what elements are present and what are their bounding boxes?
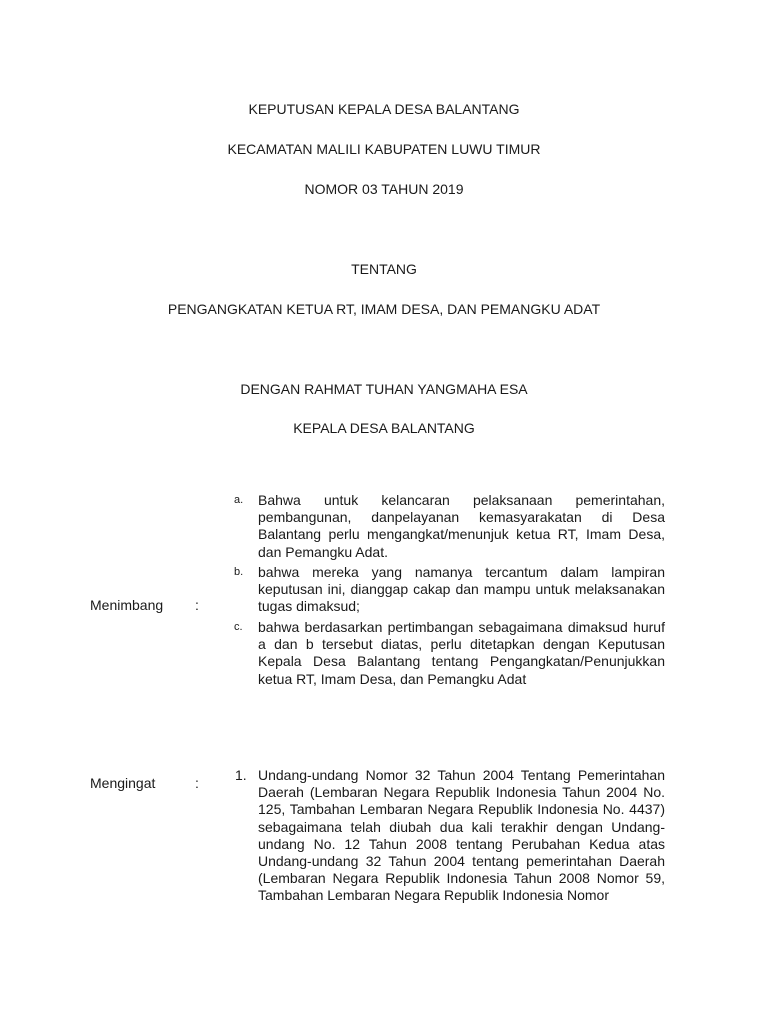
- decree-invocation: DENGAN RAHMAT TUHAN YANGMAHA ESA: [240, 381, 528, 397]
- menimbang-item-marker: b.: [234, 566, 244, 578]
- menimbang-item-text: Bahwa untuk kelancaran pelaksanaan pemerintahan, pembangunan, danpelayanan kemasyarakatan di Desa Balantang perlu mengangkat/menunjuk ketua RT, Imam Desa, dan Pemangku Adat.: [258, 492, 665, 560]
- decree-subject: PENGANGKATAN KETUA RT, IMAM DESA, DAN PEMANGKU ADAT: [167, 301, 601, 317]
- menimbang-colon: :: [195, 597, 199, 613]
- mengingat-colon: :: [195, 775, 199, 791]
- decree-number: NOMOR 03 TAHUN 2019: [304, 181, 464, 197]
- menimbang-item-marker: a.: [234, 494, 244, 506]
- mengingat-label: Mengingat: [90, 775, 156, 791]
- menimbang-label: Menimbang: [90, 597, 164, 613]
- mengingat-item-text: Undang-undang Nomor 32 Tahun 2004 Tentang Pemerintahan Daerah (Lembaran Negara Republik Indonesia Tahun 2004 No. 125, Tambahan Lembaran Negara Republik Indonesia No. 4437) sebagaimana telah diubah dua kali terakhir dengan Undang-undang No. 12 Tahun 2008 tentang Perubahan Kedua atas Undang-undang 32 Tahun 2004 tentang pemerintahan Daerah (Lembaran Negara Republik Indonesia Tahun 2008 Nomor 59, Tambahan Lembaran Negara Republik Indonesia Nomor: [258, 767, 665, 904]
- menimbang-item-marker: c.: [234, 621, 243, 633]
- menimbang-item-text: bahwa berdasarkan pertimbangan sebagaimana dimaksud huruf a dan b tersebut diatas, perlu ditetapkan dengan Keputusan Kepala Desa Balantang tentang Pengangkatan/Penunjukkan ketua RT, Imam Desa, dan Pemangku Adat: [258, 619, 665, 687]
- decree-about-label: TENTANG: [351, 261, 417, 277]
- menimbang-item-text: bahwa mereka yang namanya tercantum dalam lampiran keputusan ini, dianggap cakap dan mampu untuk melaksanakan tugas dimaksud;: [258, 564, 665, 615]
- decree-region: KECAMATAN MALILI KABUPATEN LUWU TIMUR: [227, 141, 541, 157]
- decree-title: KEPUTUSAN KEPALA DESA BALANTANG: [248, 101, 520, 117]
- mengingat-item-marker: 1.: [235, 767, 247, 783]
- decree-authority: KEPALA DESA BALANTANG: [293, 420, 475, 436]
